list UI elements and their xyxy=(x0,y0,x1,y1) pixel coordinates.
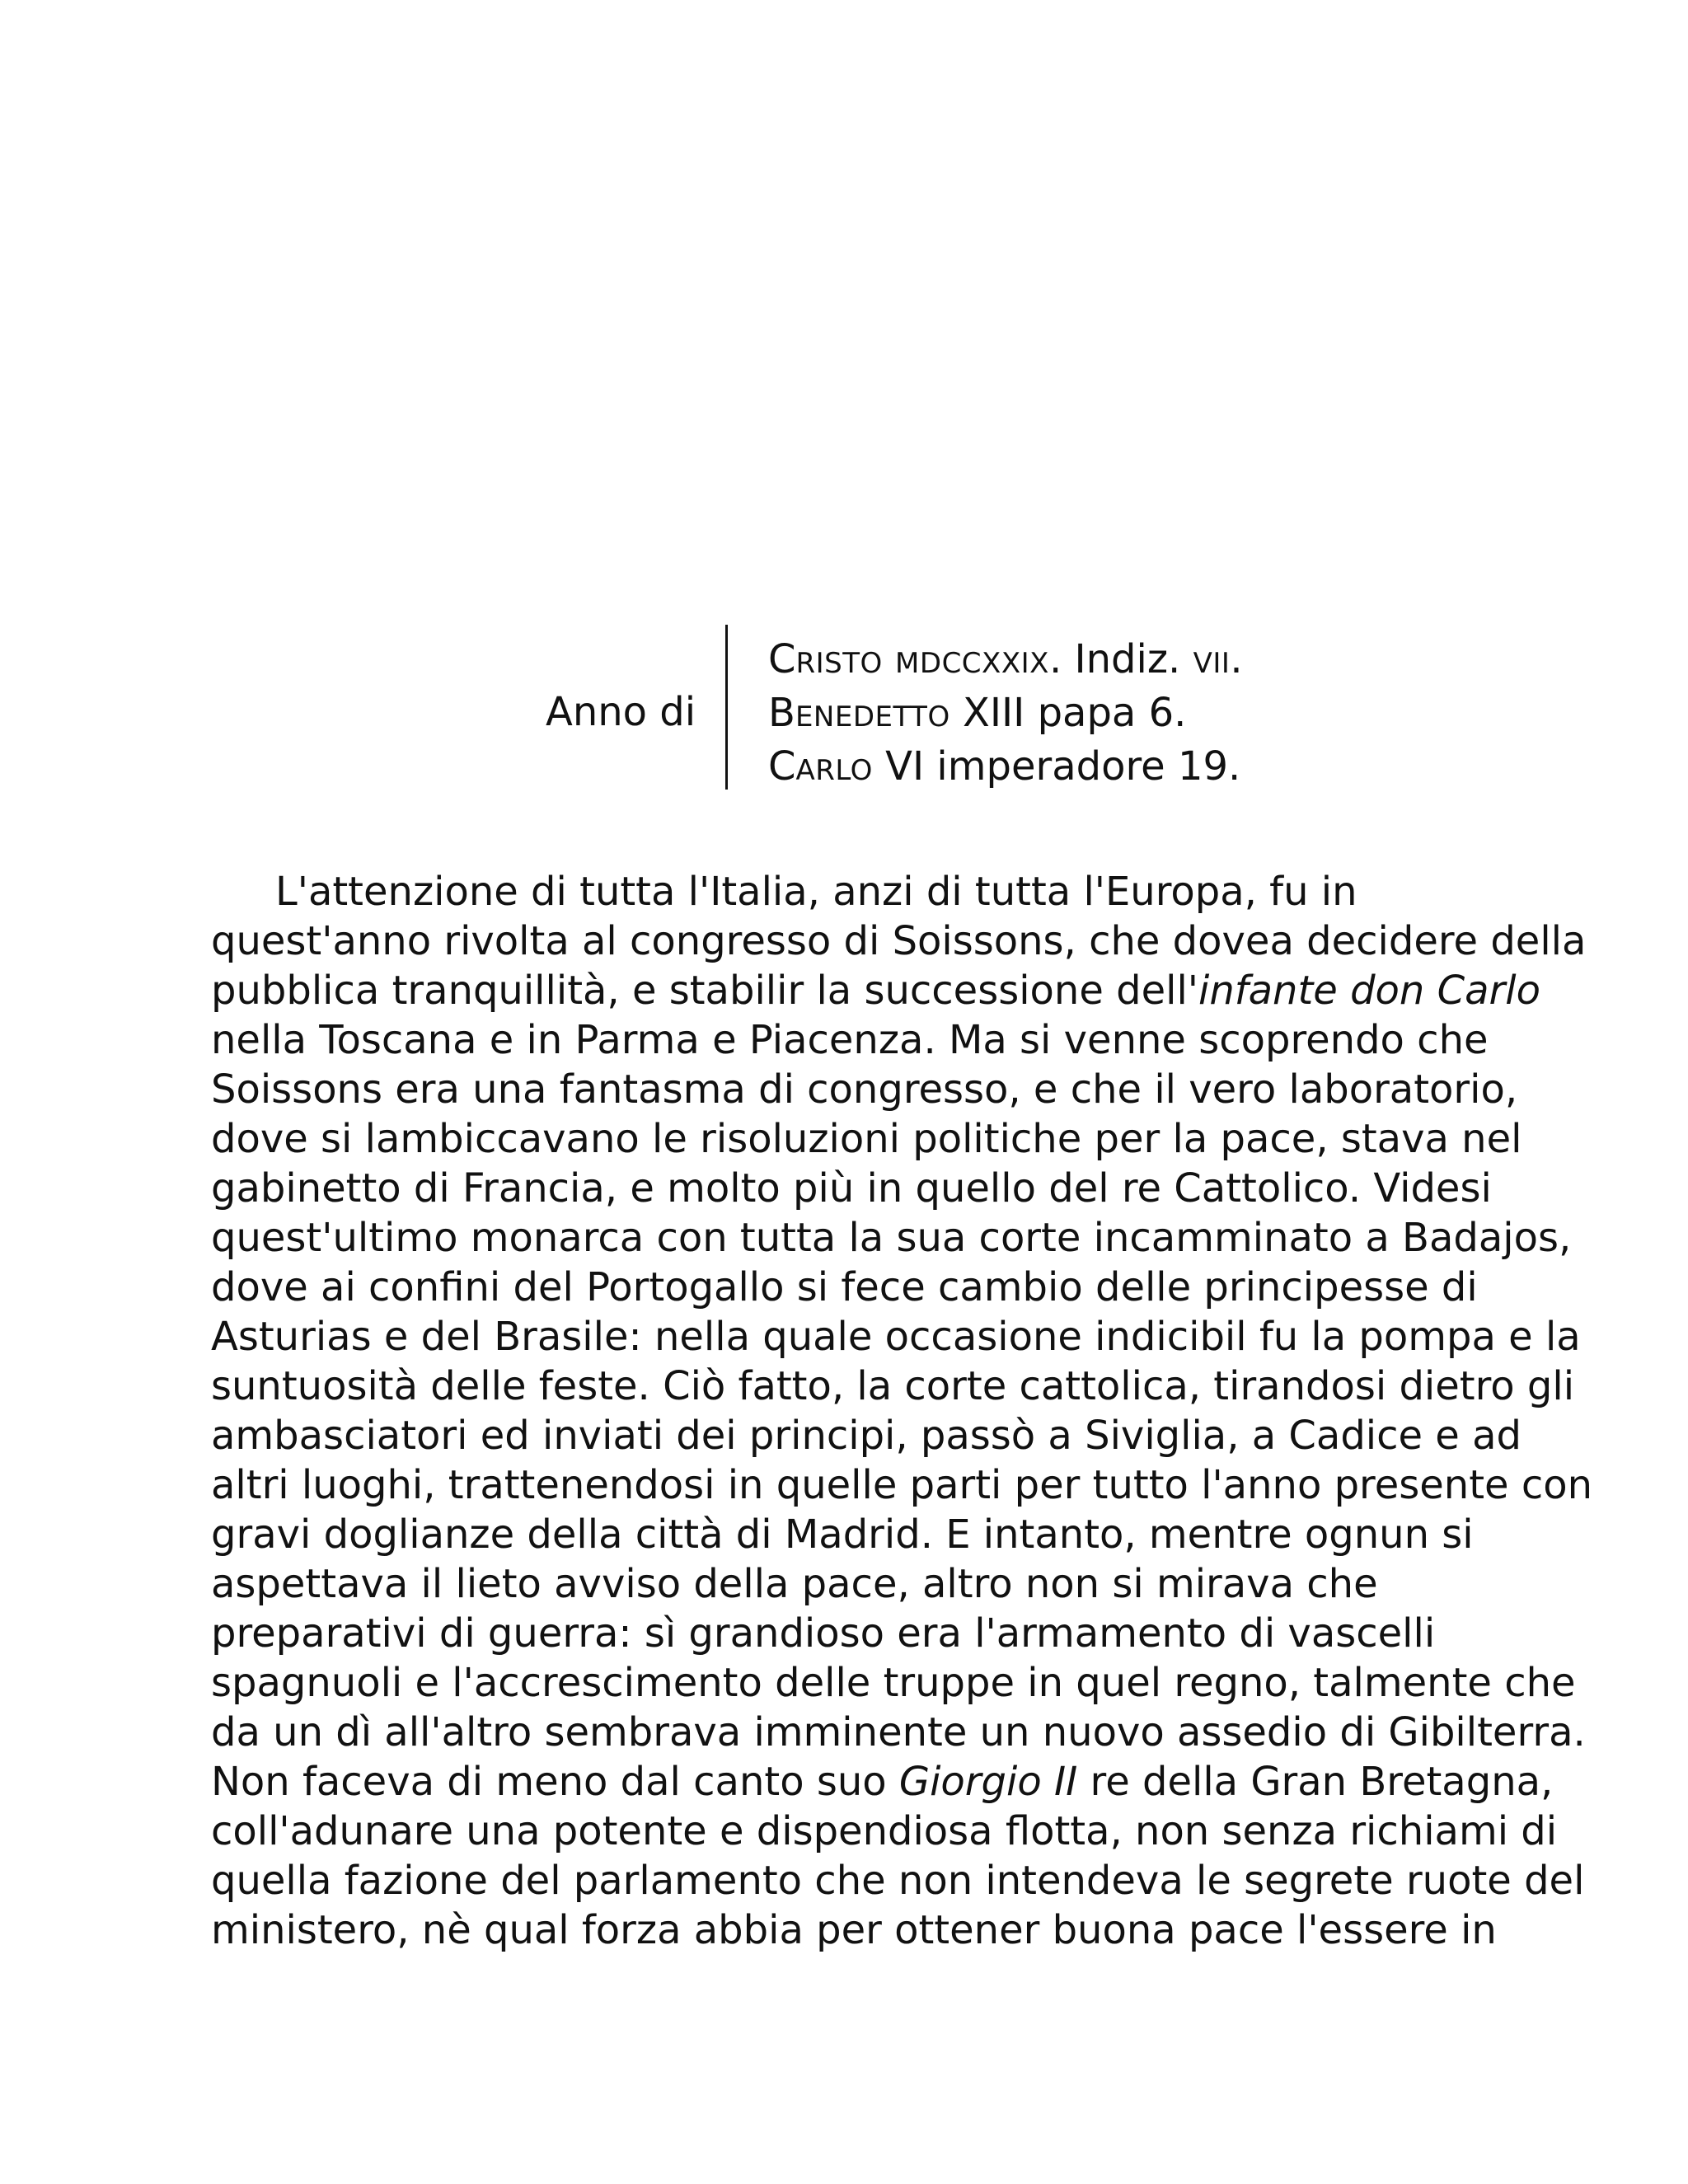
benedetto-tail: XIII papa 6. xyxy=(950,690,1187,736)
text-line: quest'ultimo monarca con tutta la sua corte incamminato a Badajos, xyxy=(211,1215,1572,1261)
text-line: nella Toscana e in Parma e Piacenza. Ma si venne scoprendo che xyxy=(211,1017,1489,1063)
cristo-indiz: . Indiz. xyxy=(1048,636,1193,682)
cristo-indiz-numeral: VII xyxy=(1193,647,1231,680)
text-line: quella fazione del parlamento che non intendeva le segrete ruote del xyxy=(211,1858,1585,1904)
text-line: Soissons era una fantasma di congresso, e che il vero laboratorio, xyxy=(211,1066,1518,1113)
italic-name: Giorgio II xyxy=(898,1759,1078,1805)
italic-name: infante don Carlo xyxy=(1198,968,1540,1014)
text-line: ambasciatori ed inviati dei principi, passò a Siviglia, a Cadice e ad xyxy=(211,1413,1522,1459)
text-line xyxy=(211,1757,1554,1807)
anno-di-label: Anno di xyxy=(546,689,696,735)
text-line: quest'anno rivolta al congresso di Soissons, che dovea decidere della xyxy=(211,918,1587,964)
heading-divider xyxy=(725,625,728,790)
text-segment: re della Gran Bretagna, xyxy=(1077,1759,1554,1805)
text-line: dove ai confini del Portogallo si fece cambio delle principesse di xyxy=(211,1264,1478,1310)
text-line: dove si lambiccavano le risoluzioni politiche per la pace, stava nel xyxy=(211,1116,1522,1162)
text-line xyxy=(211,966,1540,1015)
benedetto-initial: B xyxy=(768,690,795,736)
text-line: altri luoghi, trattenendosi in quelle parti per tutto l'anno presente con xyxy=(211,1462,1592,1508)
text-segment: pubblica tranquillità, e stabilir la successione dell' xyxy=(211,968,1198,1014)
carlo-initial: C xyxy=(768,743,796,790)
text-segment: Non faceva di meno dal canto suo xyxy=(211,1759,899,1805)
text-line: gabinetto di Francia, e molto più in quello del re Cattolico. Videsi xyxy=(211,1165,1492,1212)
cristo-rest: RISTO xyxy=(795,647,883,680)
text-line: spagnuoli e l'accrescimento delle truppe in quel regno, talmente che xyxy=(211,1660,1576,1706)
carlo-tail: VI imperadore 19. xyxy=(872,743,1241,790)
cristo-year-numeral: MDCCXXIX xyxy=(895,647,1049,680)
text-line: Asturias e del Brasile: nella quale occasione indicibil fu la pompa e la xyxy=(211,1314,1581,1360)
text-line: coll'adunare una potente e dispendiosa flotta, non senza richiami di xyxy=(211,1808,1558,1854)
year-line-carlo xyxy=(768,742,1243,795)
text-line: L'attenzione di tutta l'Italia, anzi di tutta l'Europa, fu in xyxy=(275,869,1357,915)
text-line: ministero, nè qual forza abbia per ottener buona pace l'essere in xyxy=(211,1907,1497,1953)
year-lines xyxy=(768,635,1243,795)
text-line: aspettava il lieto avviso della pace, altro non si mirava che xyxy=(211,1561,1378,1607)
year-line-cristo xyxy=(768,635,1243,688)
benedetto-rest: ENEDETTO xyxy=(795,701,950,733)
cristo-initial: C xyxy=(768,636,796,682)
text-line: preparativi di guerra: sì grandioso era l'armamento di vascelli xyxy=(211,1610,1436,1657)
body-paragraph xyxy=(211,867,1592,1955)
text-line: suntuosità delle feste. Ciò fatto, la corte cattolica, tirandosi dietro gli xyxy=(211,1363,1575,1409)
text-line: da un dì all'altro sembrava imminente un nuovo assedio di Gibilterra. xyxy=(211,1709,1586,1755)
carlo-rest: ARLO xyxy=(795,754,873,787)
chronology-heading xyxy=(0,625,1688,798)
cristo-sep xyxy=(883,636,895,682)
cristo-end: . xyxy=(1230,636,1243,682)
year-line-benedetto xyxy=(768,688,1243,742)
text-line: gravi doglianze della città di Madrid. E intanto, mentre ognun si xyxy=(211,1511,1474,1558)
